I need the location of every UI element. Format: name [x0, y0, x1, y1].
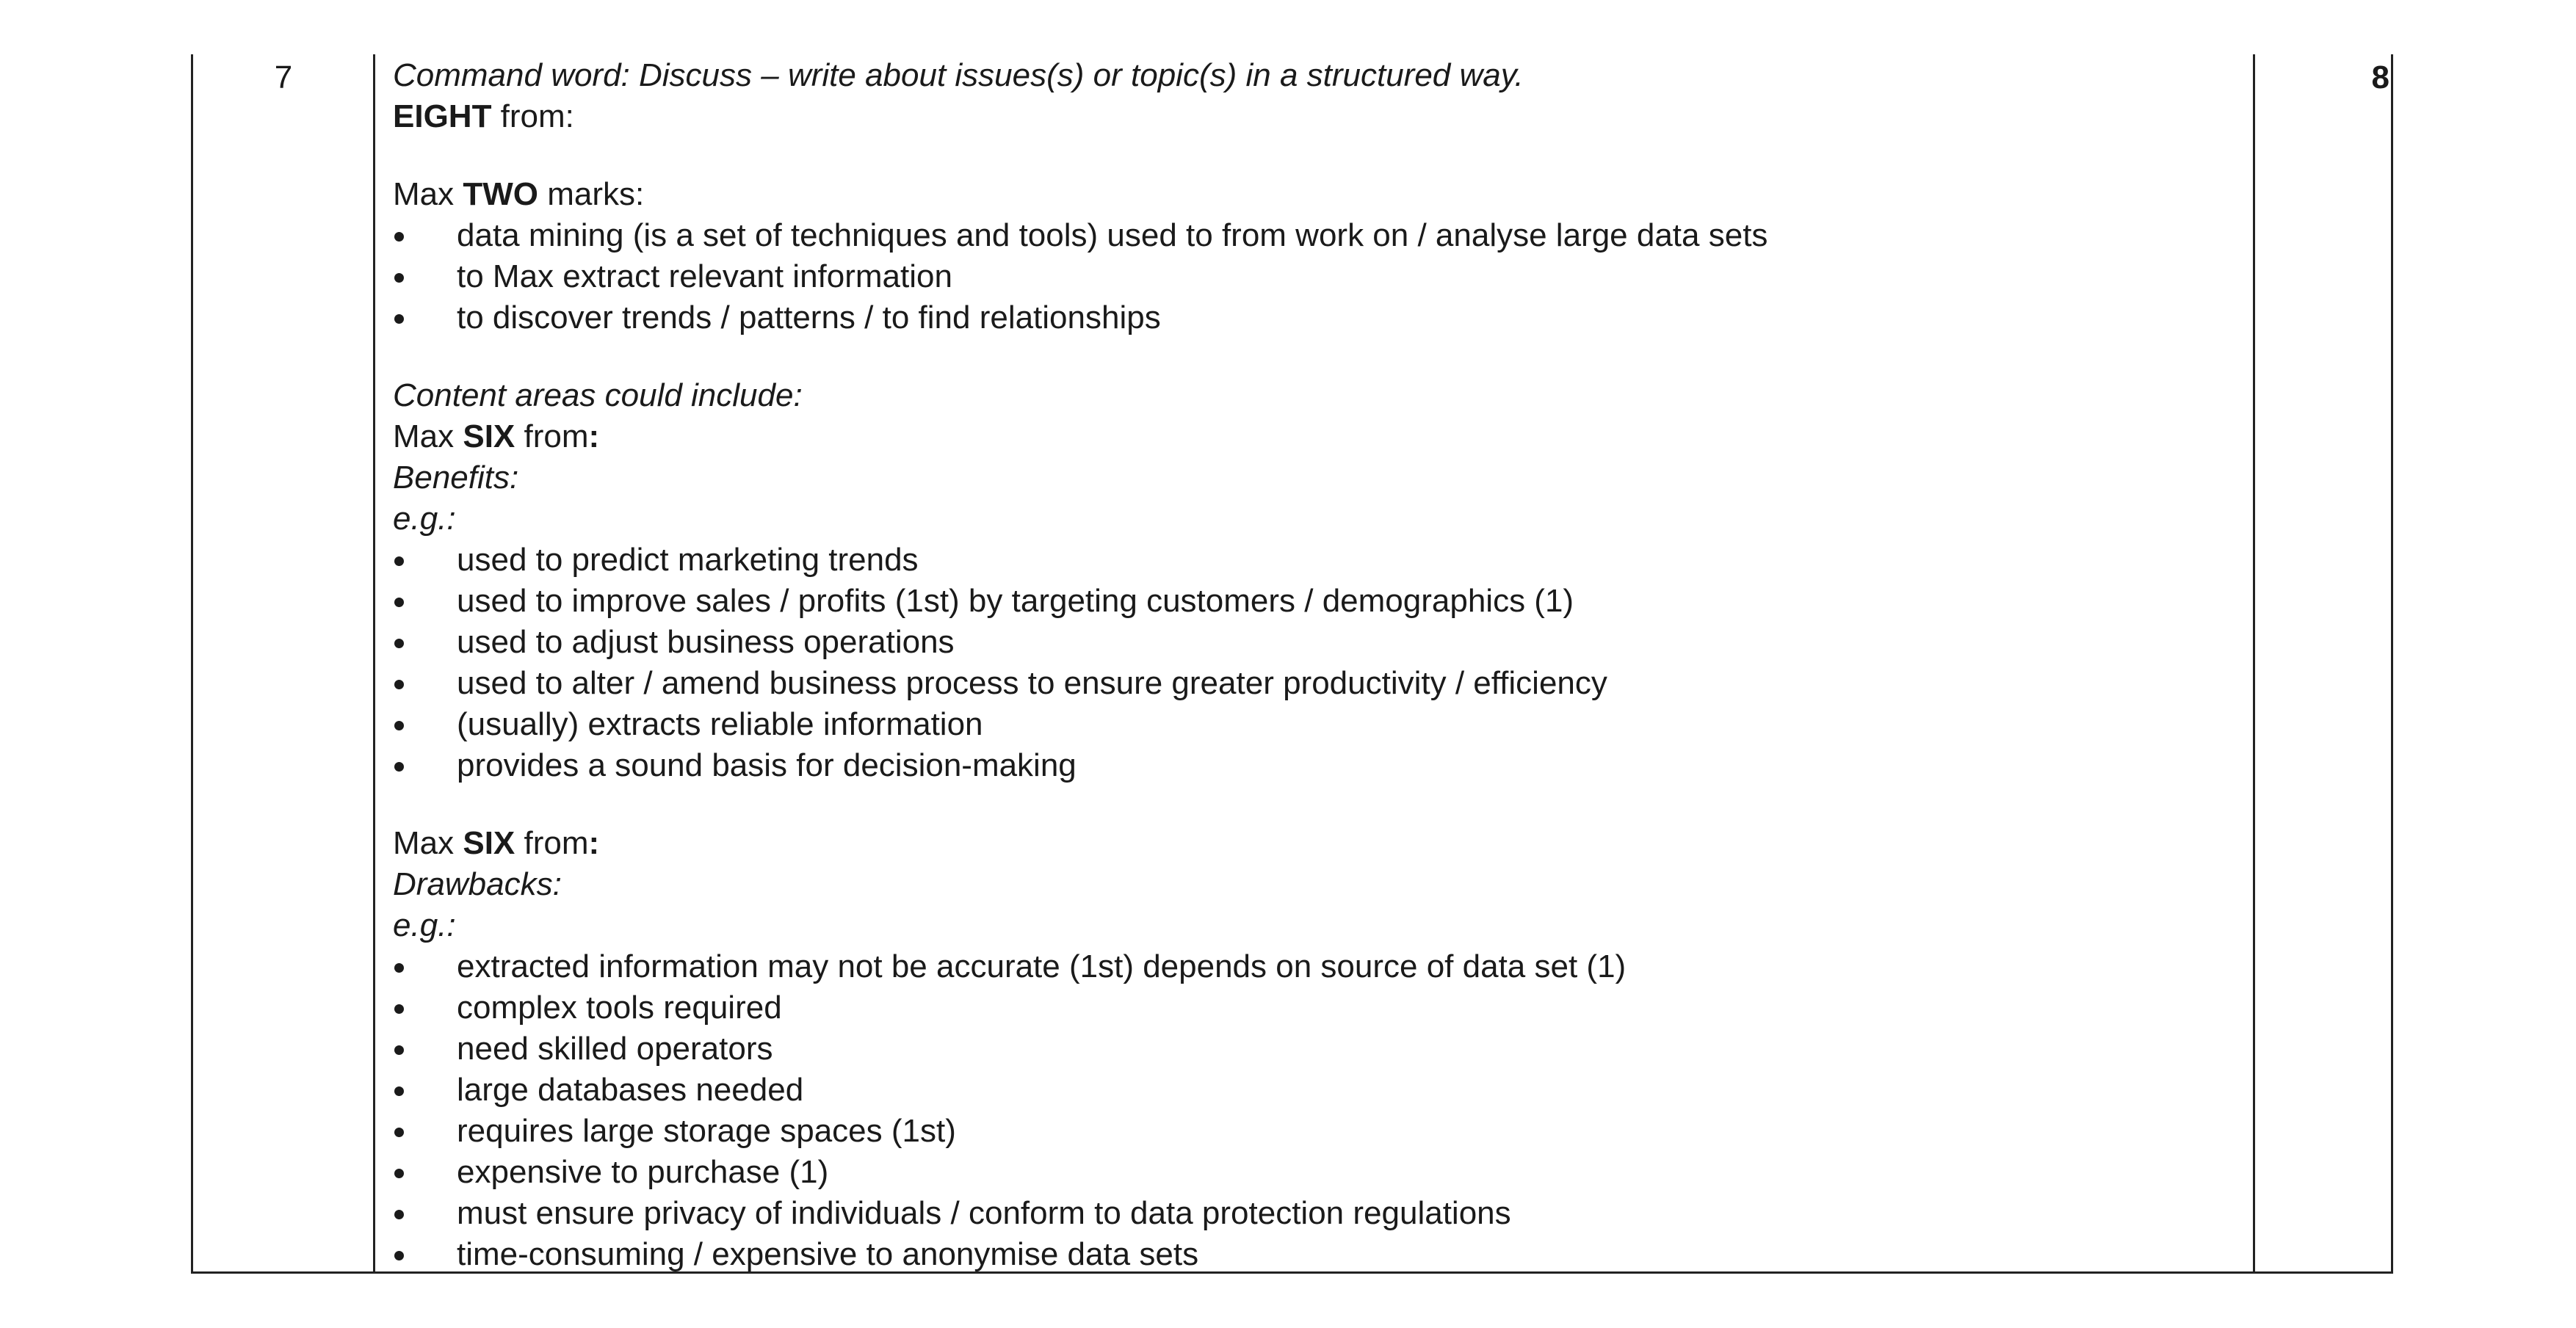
drawbacks-max-line	[393, 823, 2243, 864]
list-item-text: need skilled operators	[457, 1031, 773, 1067]
list-item-text: expensive to purchase (1)	[457, 1154, 829, 1190]
list-item-text: to Max extract relevant information	[457, 258, 952, 294]
bullet-icon	[394, 1128, 404, 1137]
bullet-icon	[394, 598, 404, 607]
drawbacks-eg: e.g.:	[393, 907, 456, 943]
list-item	[393, 297, 2243, 338]
benefits-max-line	[393, 416, 2243, 457]
list-item	[393, 946, 2243, 987]
list-item-text: large databases needed	[457, 1072, 804, 1108]
list-item	[393, 256, 2243, 297]
list-item-text: used to adjust business operations	[457, 624, 955, 660]
bullet-icon	[394, 1086, 404, 1096]
bullet-icon	[394, 1251, 404, 1260]
list-item	[393, 1152, 2243, 1193]
bullet-icon	[394, 762, 404, 772]
list-item	[393, 1234, 2243, 1275]
eight-bold: EIGHT	[393, 98, 492, 134]
benefits-bullet-list	[393, 540, 2243, 786]
list-item-text: must ensure privacy of individuals / conform to data protection regulations	[457, 1195, 1511, 1231]
bullet-icon	[394, 963, 404, 973]
list-item-text: complex tools required	[457, 990, 782, 1026]
bullet-icon	[394, 1045, 404, 1055]
benefits-max-bold: SIX	[463, 418, 515, 454]
bullet-icon	[394, 273, 404, 283]
table-border-left	[191, 54, 193, 1271]
list-item	[393, 663, 2243, 704]
benefits-max-prefix: Max	[393, 418, 463, 454]
list-item	[393, 215, 2243, 256]
list-item	[393, 622, 2243, 663]
list-item	[393, 1193, 2243, 1234]
list-item	[393, 1111, 2243, 1152]
content-areas-line: Content areas could include:	[393, 377, 803, 413]
bullet-icon	[394, 314, 404, 324]
list-item	[393, 540, 2243, 581]
list-item	[393, 704, 2243, 745]
list-item	[393, 1028, 2243, 1070]
benefits-max-from: from	[515, 418, 589, 454]
list-item-text: requires large storage spaces (1st)	[457, 1113, 956, 1149]
bullet-icon	[394, 680, 404, 689]
command-word-line: Command word: Discuss – write about issues(s) or topic(s) in a structured way.	[393, 57, 1524, 93]
list-item-text: provides a sound basis for decision-making	[457, 747, 1077, 783]
list-item-text: extracted information may not be accurate (1st) depends on source of data set (1)	[457, 948, 1627, 984]
column-divider-question	[373, 54, 375, 1271]
drawbacks-max-from: from	[515, 825, 589, 861]
list-item	[393, 987, 2243, 1028]
drawbacks-max-prefix: Max	[393, 825, 463, 861]
max-two-suffix: marks:	[538, 176, 645, 212]
table-border-right	[2391, 54, 2393, 1271]
drawbacks-heading: Drawbacks:	[393, 866, 562, 902]
bullet-icon	[394, 721, 404, 730]
drawbacks-bullet-list	[393, 946, 2243, 1275]
list-item	[393, 581, 2243, 622]
question-number: 7	[274, 59, 293, 95]
list-item-text: (usually) extracts reliable information	[457, 706, 983, 742]
answer-content	[393, 55, 2243, 1275]
list-item-text: to discover trends / patterns / to find relationships	[457, 300, 1161, 335]
max-two-bold: TWO	[463, 176, 538, 212]
bullet-icon	[394, 1004, 404, 1014]
bullet-icon	[394, 639, 404, 648]
eight-rest: from:	[491, 98, 574, 134]
bullet-icon	[394, 232, 404, 242]
bullet-icon	[394, 556, 404, 566]
list-item-text: data mining (is a set of techniques and tools) used to from work on / analyse large data sets	[457, 217, 1768, 253]
list-item-text: used to alter / amend business process to ensure greater productivity / efficiency	[457, 665, 1607, 701]
list-item-text: used to predict marketing trends	[457, 542, 919, 578]
list-item	[393, 1070, 2243, 1111]
bullet-icon	[394, 1210, 404, 1219]
benefits-max-colon: :	[588, 418, 600, 454]
max-two-prefix: Max	[393, 176, 463, 212]
max-two-line	[393, 174, 2243, 215]
bullet-icon	[394, 1169, 404, 1178]
list-item-text: used to improve sales / profits (1st) by targeting customers / demographics (1)	[457, 583, 1574, 619]
marks-value: 8	[2371, 59, 2389, 95]
intro-bullet-list	[393, 215, 2243, 338]
column-divider-marks	[2253, 54, 2255, 1271]
list-item	[393, 745, 2243, 786]
benefits-eg: e.g.:	[393, 501, 456, 537]
benefits-heading: Benefits:	[393, 460, 519, 496]
drawbacks-max-bold: SIX	[463, 825, 515, 861]
eight-from-line	[393, 96, 2243, 137]
drawbacks-max-colon: :	[588, 825, 600, 861]
list-item-text: time-consuming / expensive to anonymise data sets	[457, 1236, 1199, 1272]
